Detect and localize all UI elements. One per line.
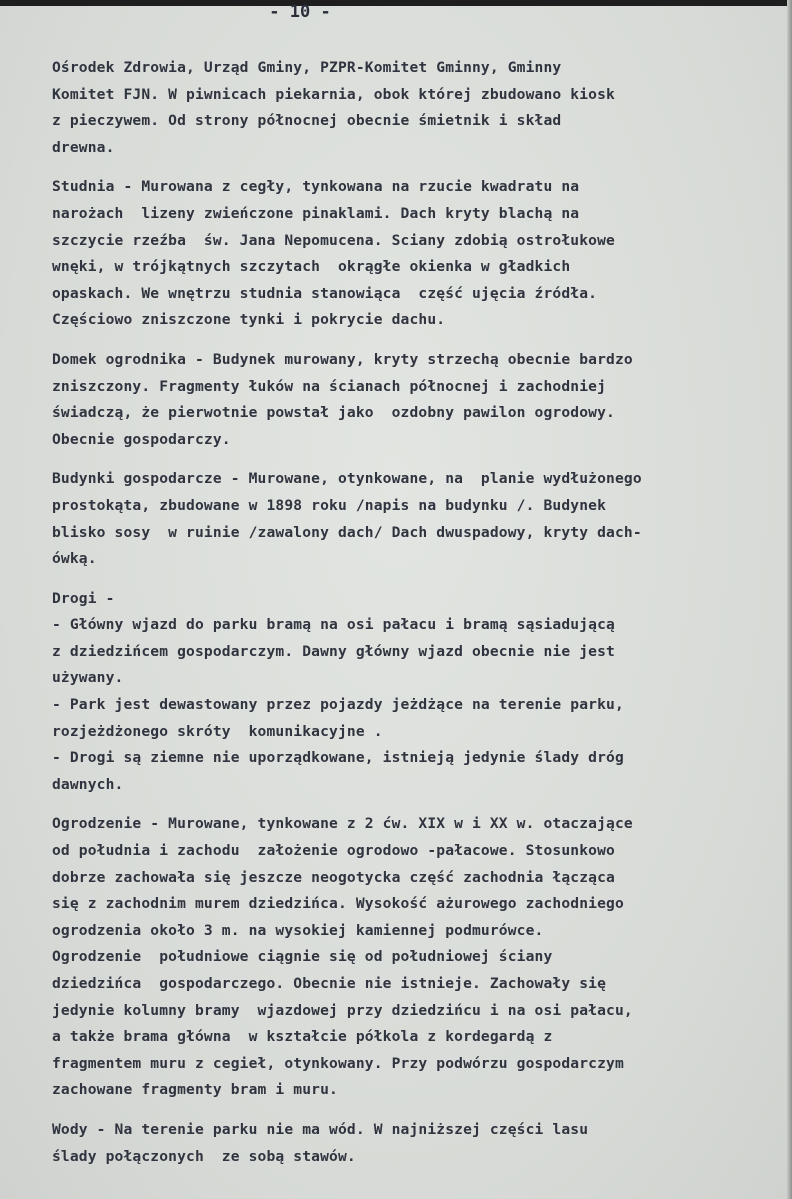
paragraph — [52, 811, 782, 1104]
text-line: z pieczywem. Od strony północnej obecnie śmietnik i skład — [52, 112, 562, 130]
text-line: ówką. — [52, 550, 97, 568]
paragraph — [52, 347, 782, 453]
text-line: Drogi - — [52, 589, 115, 607]
paragraph — [52, 586, 782, 799]
text-line: wnęki, w trójkątnych szczytach okrągłe okienka w gładkich — [52, 258, 571, 276]
page-number: - 10 - — [269, 2, 331, 22]
text-line: dziedzińca gospodarczego. Obecnie nie istnieje. Zachowały się — [52, 975, 607, 992]
text-line: ślady połączonych ze sobą stawów. — [52, 1147, 356, 1165]
text-line: zachowane fragmenty bram i muru. — [52, 1081, 338, 1099]
text-line: Częściowo zniszczone tynki i pokrycie dachu. — [52, 311, 446, 329]
text-line: dobrze zachowała się jeszcze neogotycka część zachodnia łącząca — [52, 868, 615, 886]
text-line: zniszczony. Fragmenty łuków na ścianach północnej i zachodniej — [52, 377, 607, 395]
text-line: rozjeżdżonego skróty komunikacyjne . — [52, 722, 383, 740]
text-line: - Drogi są ziemne nie uporządkowane, istnieją jedynie ślady dróg — [52, 749, 624, 767]
text-line: a także brama główna w kształcie półkola z kordegardą z — [52, 1028, 553, 1046]
text-line: opaskach. We wnętrzu studnia stanowiąca część ujęcia źródła. — [52, 284, 598, 302]
paragraph — [52, 174, 782, 334]
text-line: Ogrodzenie - Murowane, tynkowane z 2 ćw. XIX w i XX w. otaczające — [52, 815, 633, 833]
text-line: Ogrodzenie południowe ciągnie się od południowej ściany — [52, 948, 553, 966]
text-line: Ośrodek Zdrowia, Urząd Gminy, PZPR-Komitet Gminny, Gminny — [52, 59, 562, 76]
text-line: się z zachodnim murem dziedzińca. Wysokość ażurowego zachodniego — [52, 895, 624, 913]
text-line: dawnych. — [52, 775, 124, 793]
text-line: używany. — [52, 669, 124, 687]
text-line: - Główny wjazd do parku bramą na osi pałacu i bramą sąsiadującą — [52, 616, 615, 634]
text-line: ogrodzenia około 3 m. na wysokiej kamiennej podmurówce. — [52, 921, 544, 939]
text-line: drewna. — [52, 138, 115, 156]
paragraph — [52, 1117, 782, 1170]
paragraph — [52, 55, 782, 161]
scan-right-edge — [787, 0, 792, 1199]
document-body — [52, 55, 782, 1183]
text-line: prostokąta, zbudowane w 1898 roku /napis na budynku /. Budynek — [52, 496, 607, 514]
text-line: blisko sosy w ruinie /zawalony dach/ Dach dwuspadowy, kryty dach- — [52, 523, 642, 541]
paragraph — [52, 466, 782, 572]
text-line: od południa i zachodu założenie ogrodowo -pałacowe. Stosunkowo — [52, 842, 615, 860]
text-line: świadczą, że pierwotnie powstał jako ozdobny pawilon ogrodowy. — [52, 404, 615, 422]
text-line: Domek ogrodnika - Budynek murowany, kryty strzechą obecnie bardzo — [52, 350, 633, 368]
text-line: - Park jest dewastowany przez pojazdy jeżdżące na terenie parku, — [52, 696, 624, 714]
text-line: z dziedzińcem gospodarczym. Dawny główny wjazd obecnie nie jest — [52, 642, 615, 660]
text-line: Obecnie gospodarczy. — [52, 430, 231, 448]
text-line: fragmentem muru z cegieł, otynkowany. Przy podwórzu gospodarczym — [52, 1054, 624, 1072]
text-line: narożach lizeny zwieńczone pinaklami. Dach kryty blachą na — [52, 204, 580, 222]
text-line: Wody - Na terenie parku nie ma wód. W najniższej części lasu — [52, 1120, 589, 1138]
text-line: Budynki gospodarcze - Murowane, otynkowane, na planie wydłużonego — [52, 470, 642, 488]
text-line: jedynie kolumny bramy wjazdowej przy dziedzińcu i na osi pałacu, — [52, 1001, 633, 1019]
text-line: Studnia - Murowana z cegły, tynkowana na rzucie kwadratu na — [52, 178, 580, 196]
text-line: Komitet FJN. W piwnicach piekarnia, obok której zbudowano kiosk — [52, 85, 615, 103]
text-line: szczycie rzeźba św. Jana Nepomucena. Sciany zdobią ostrołukowe — [52, 231, 615, 249]
